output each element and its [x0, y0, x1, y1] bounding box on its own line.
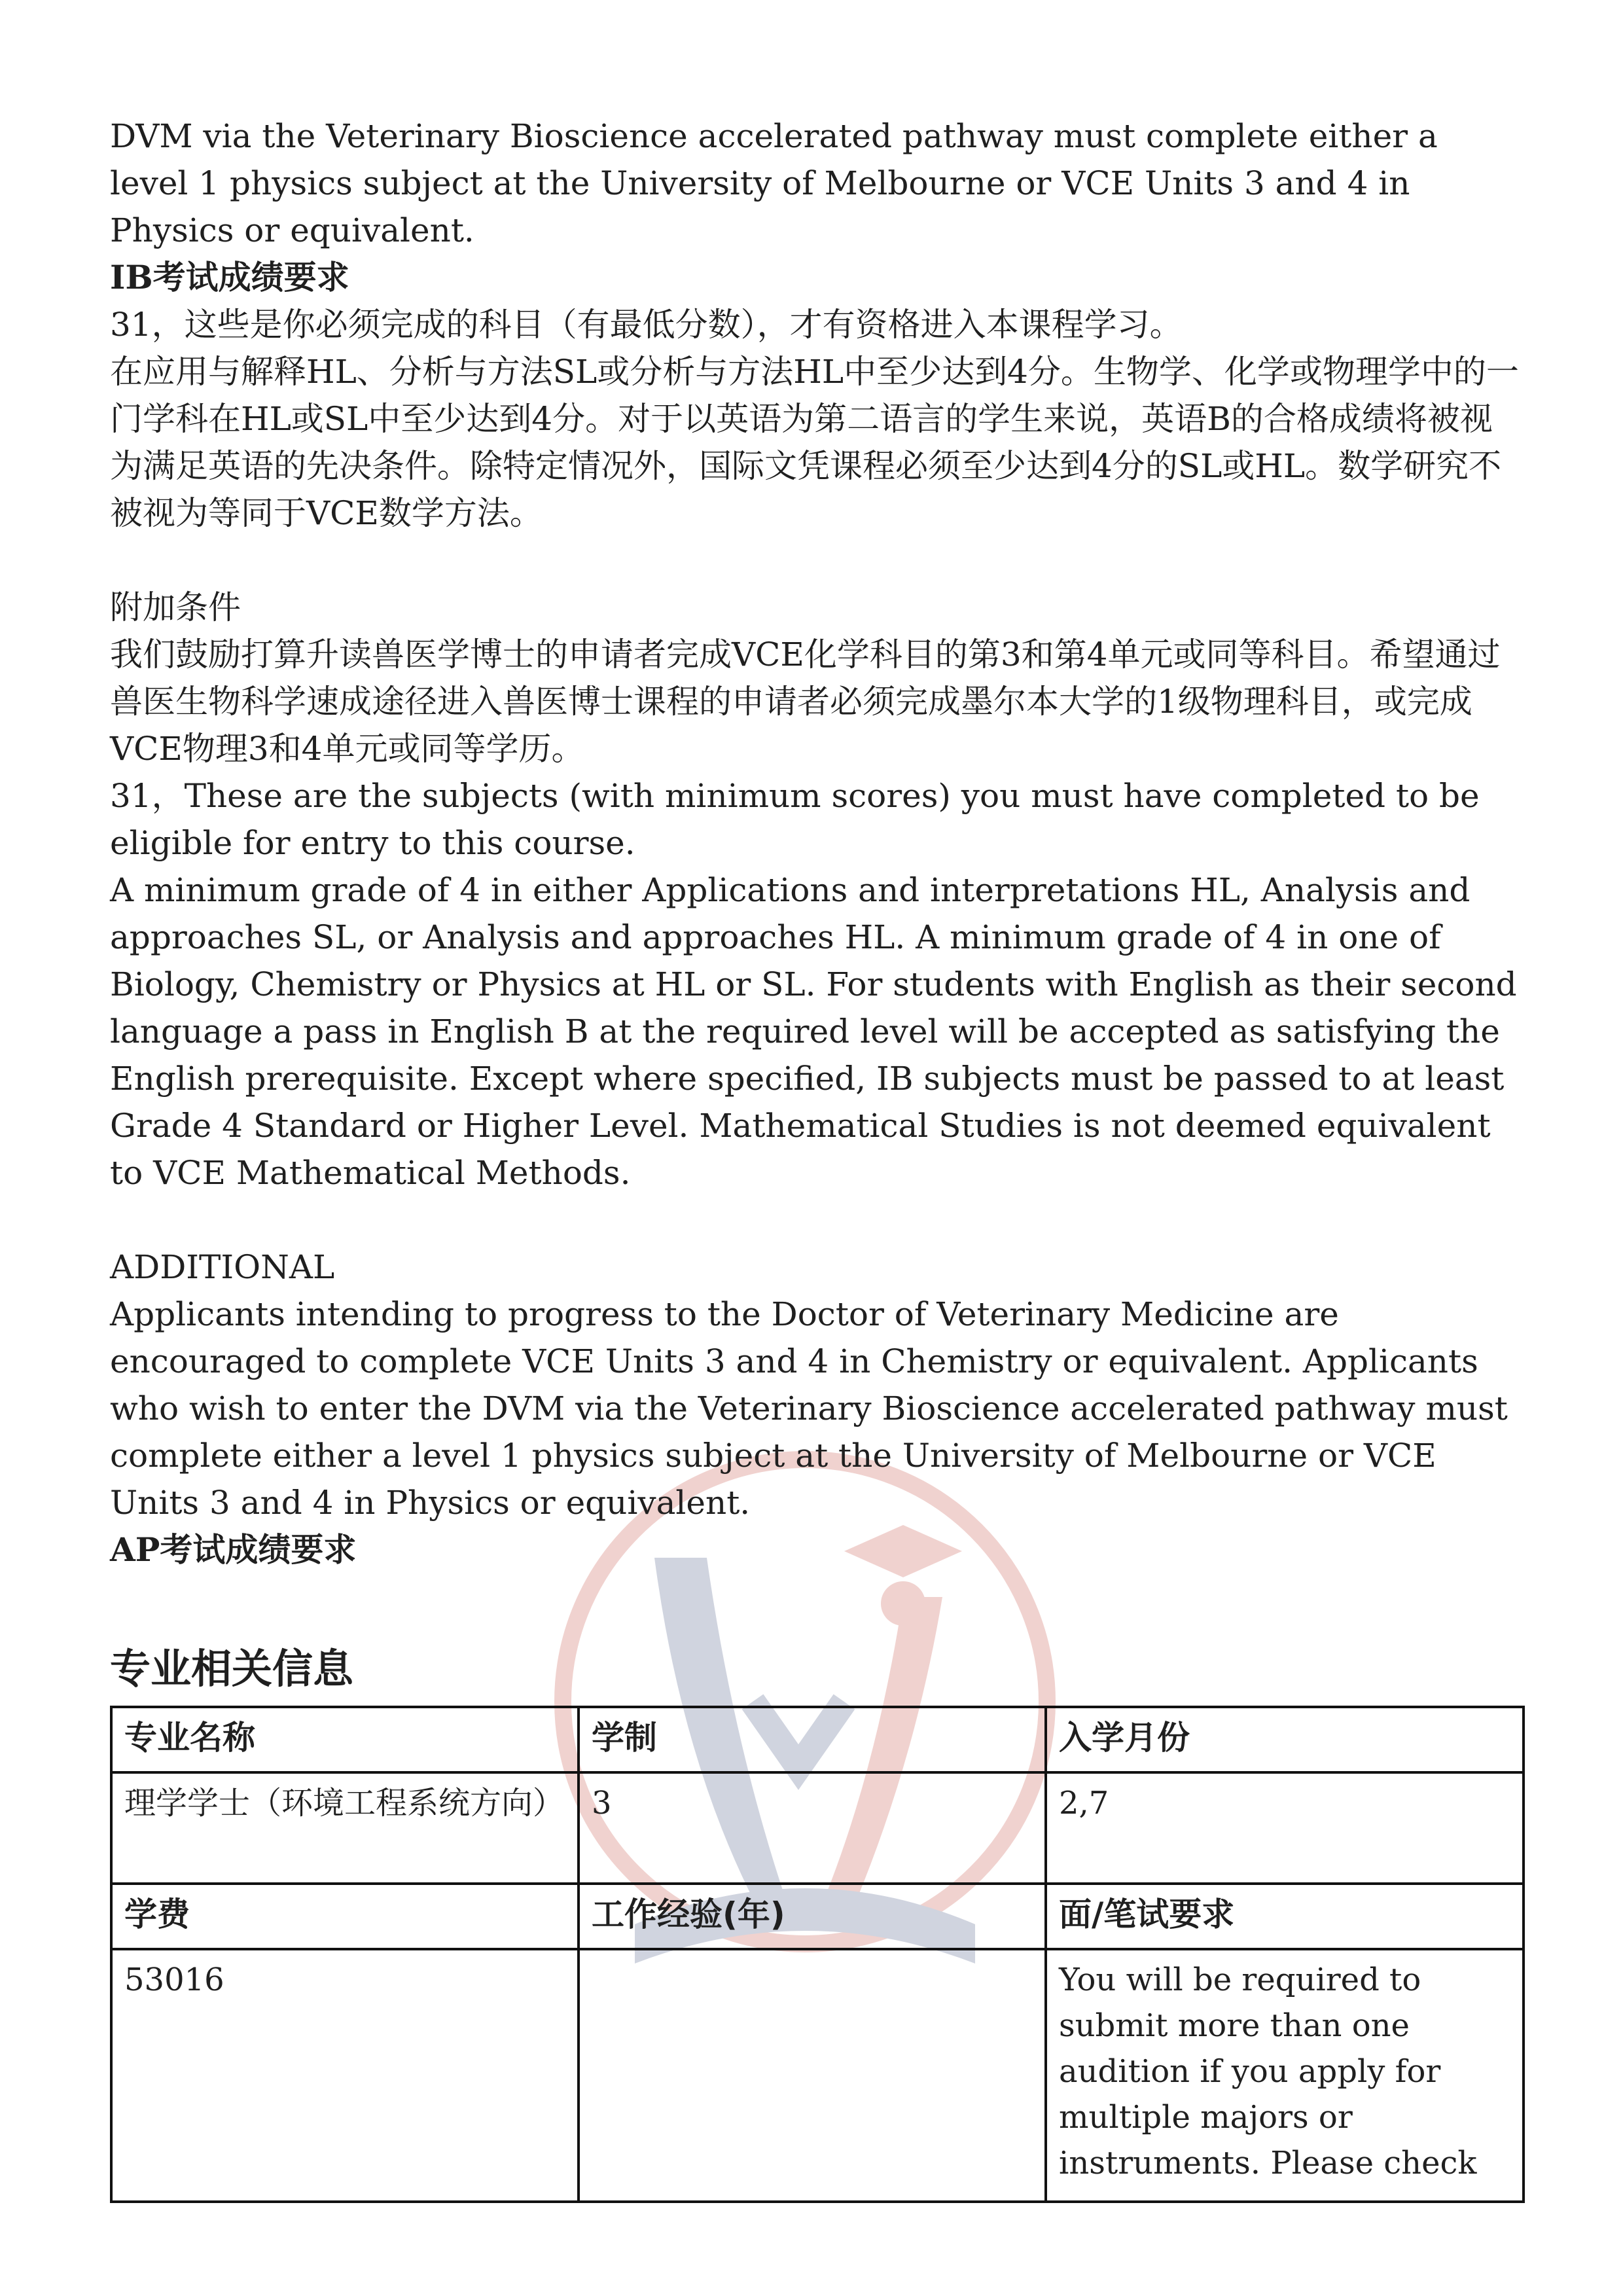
paragraph-additional-cn: 我们鼓励打算升读兽医学博士的申请者完成VCE化学科目的第3和第4单元或同等科目。希望通过兽医生物科学速成途径进入兽医博士课程的申请者必须完成墨尔本大学的1级物理科目，或完成VCE物理3和4单元或同等学历。 — [110, 636, 1501, 768]
cell-major-name: 理学学士（环境工程系统方向） — [111, 1772, 579, 1884]
program-info-table — [110, 1706, 1525, 2203]
cell-duration: 3 — [579, 1772, 1046, 1884]
section-title: 专业相关信息 — [110, 1645, 354, 1693]
ap-requirements-label: AP考试成绩要求 — [110, 1530, 357, 1569]
table-row — [111, 1949, 1524, 2202]
header-intake-months: 入学月份 — [1046, 1707, 1524, 1772]
paragraph-dvm-physics: DVM via the Veterinary Bioscience accelerated pathway must complete either a level 1 physics subject at the University of Melbourne or VCE Units 3 and 4 in Physics or equivalent. — [110, 117, 1448, 249]
additional-cn-label: 附加条件 — [110, 588, 241, 626]
paragraph-additional-en: Applicants intending to progress to the Doctor of Veterinary Medicine are encouraged to complete VCE Units 3 and 4 in Chemistry or equivalent. Applicants who wish to enter the DVM via the Veterinary Bioscience accelerated pathway must complete either a level 1 physics subject at the University of Melbourne or VCE Units 3 and 4 in Physics or equivalent. — [110, 1295, 1518, 1522]
cell-work-experience — [579, 1949, 1046, 2202]
table-header-row — [111, 1884, 1524, 1949]
cell-interview-requirements: You will be required to submit more than one audition if you apply for multiple majors or instruments. Please check — [1046, 1949, 1524, 2202]
cell-intake-months: 2,7 — [1046, 1772, 1524, 1884]
table-header-row — [111, 1707, 1524, 1772]
paragraph-ib-en-detail: A minimum grade of 4 in either Applications and interpretations HL, Analysis and approaches SL, or Analysis and approaches HL. A minimum grade of 4 in one of Biology, Chemistry or Physics at HL or SL. For students with English as their second language a pass in English B at the required level will be accepted as satisfying the English prerequisite. Except where specified, IB subjects must be passed to at least Grade 4 Standard or Higher Level. Mathematical Studies is not deemed equivalent to VCE Mathematical Methods. — [110, 871, 1527, 1192]
document-body — [110, 113, 1527, 1573]
header-work-experience: 工作经验(年) — [579, 1884, 1046, 1949]
header-duration: 学制 — [579, 1707, 1046, 1772]
paragraph-ib-cn-detail: 在应用与解释HL、分析与方法SL或分析与方法HL中至少达到4分。生物学、化学或物理学中的一门学科在HL或SL中至少达到4分。对于以英语为第二语言的学生来说，英语B的合格成绩将被视为满足英语的先决条件。除特定情况外，国际文凭课程必须至少达到4分的SL或HL。数学研究不被视为等同于VCE数学方法。 — [110, 353, 1519, 532]
additional-en-label: ADDITIONAL — [110, 1248, 335, 1286]
paragraph-ib-en-intro: 31，These are the subjects (with minimum scores) you must have completed to be eligible for entry to this course. — [110, 777, 1490, 862]
paragraph-ib-cn-intro: 31，这些是你必须完成的科目（有最低分数），才有资格进入本课程学习。 — [110, 306, 1183, 344]
header-tuition: 学费 — [111, 1884, 579, 1949]
table-row — [111, 1772, 1524, 1884]
cell-tuition: 53016 — [111, 1949, 579, 2202]
header-major-name: 专业名称 — [111, 1707, 579, 1772]
ib-requirements-label: IB考试成绩要求 — [110, 258, 349, 296]
header-interview-requirements: 面/笔试要求 — [1046, 1884, 1524, 1949]
